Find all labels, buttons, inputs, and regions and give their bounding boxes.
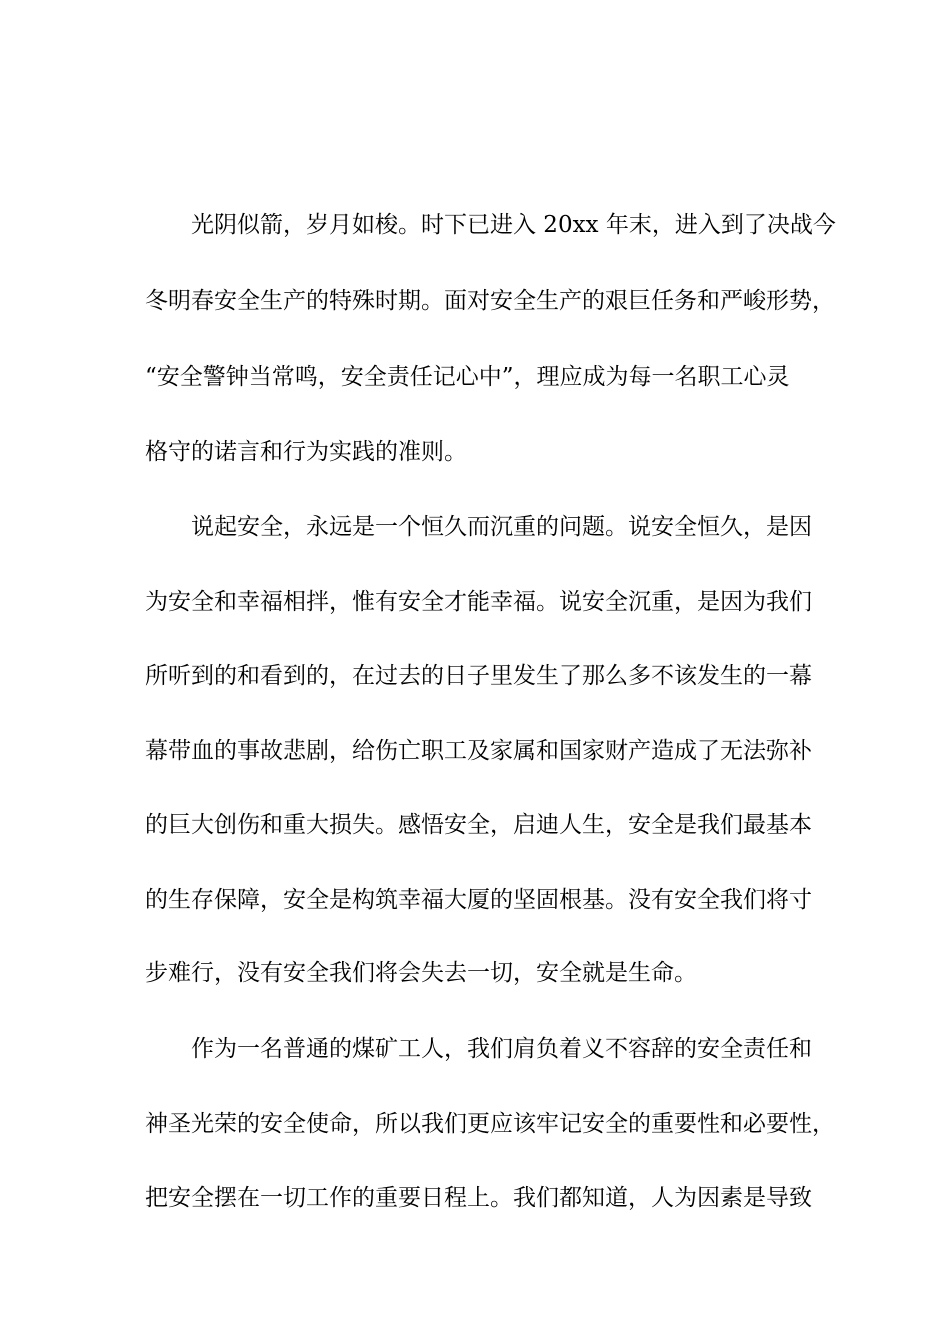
paragraph-2-line-4: 幕带血的事故悲剧，给伤亡职工及家属和国家财产造成了无法弥补 xyxy=(145,738,812,764)
paragraph-1-line-1: 光阴似箭，岁月如梭。时下已进入 20xx 年末，进入到了决战今 xyxy=(191,212,836,238)
paragraph-2-line-7: 步难行，没有安全我们将会失去一切，安全就是生命。 xyxy=(145,960,697,986)
paragraph-1-line-3: “安全警钟当常鸣，安全责任记心中”，理应成为每一名职工心灵 xyxy=(145,364,790,390)
paragraph-3-line-2: 神圣光荣的安全使命，所以我们更应该牢记安全的重要性和必要性， xyxy=(145,1111,835,1137)
paragraph-2-line-5: 的巨大创伤和重大损失。感悟安全，启迪人生，安全是我们最基本 xyxy=(145,812,812,838)
paragraph-1-line-4: 格守的诺言和行为实践的准则。 xyxy=(145,439,467,465)
paragraph-2-line-3: 所听到的和看到的，在过去的日子里发生了那么多不该发生的一幕 xyxy=(145,663,812,689)
paragraph-3-line-1: 作为一名普通的煤矿工人，我们肩负着义不容辞的安全责任和 xyxy=(191,1036,812,1062)
paragraph-2-line-6: 的生存保障，安全是构筑幸福大厦的坚固根基。没有安全我们将寸 xyxy=(145,887,812,913)
paragraph-2-line-1: 说起安全，永远是一个恒久而沉重的问题。说安全恒久，是因 xyxy=(191,514,812,540)
paragraph-2-line-2: 为安全和幸福相拌，惟有安全才能幸福。说安全沉重，是因为我们 xyxy=(145,589,812,615)
paragraph-3-line-3: 把安全摆在一切工作的重要日程上。我们都知道，人为因素是导致 xyxy=(145,1185,812,1211)
paragraph-1-line-2: 冬明春安全生产的特殊时期。面对安全生产的艰巨任务和严峻形势， xyxy=(145,288,835,314)
